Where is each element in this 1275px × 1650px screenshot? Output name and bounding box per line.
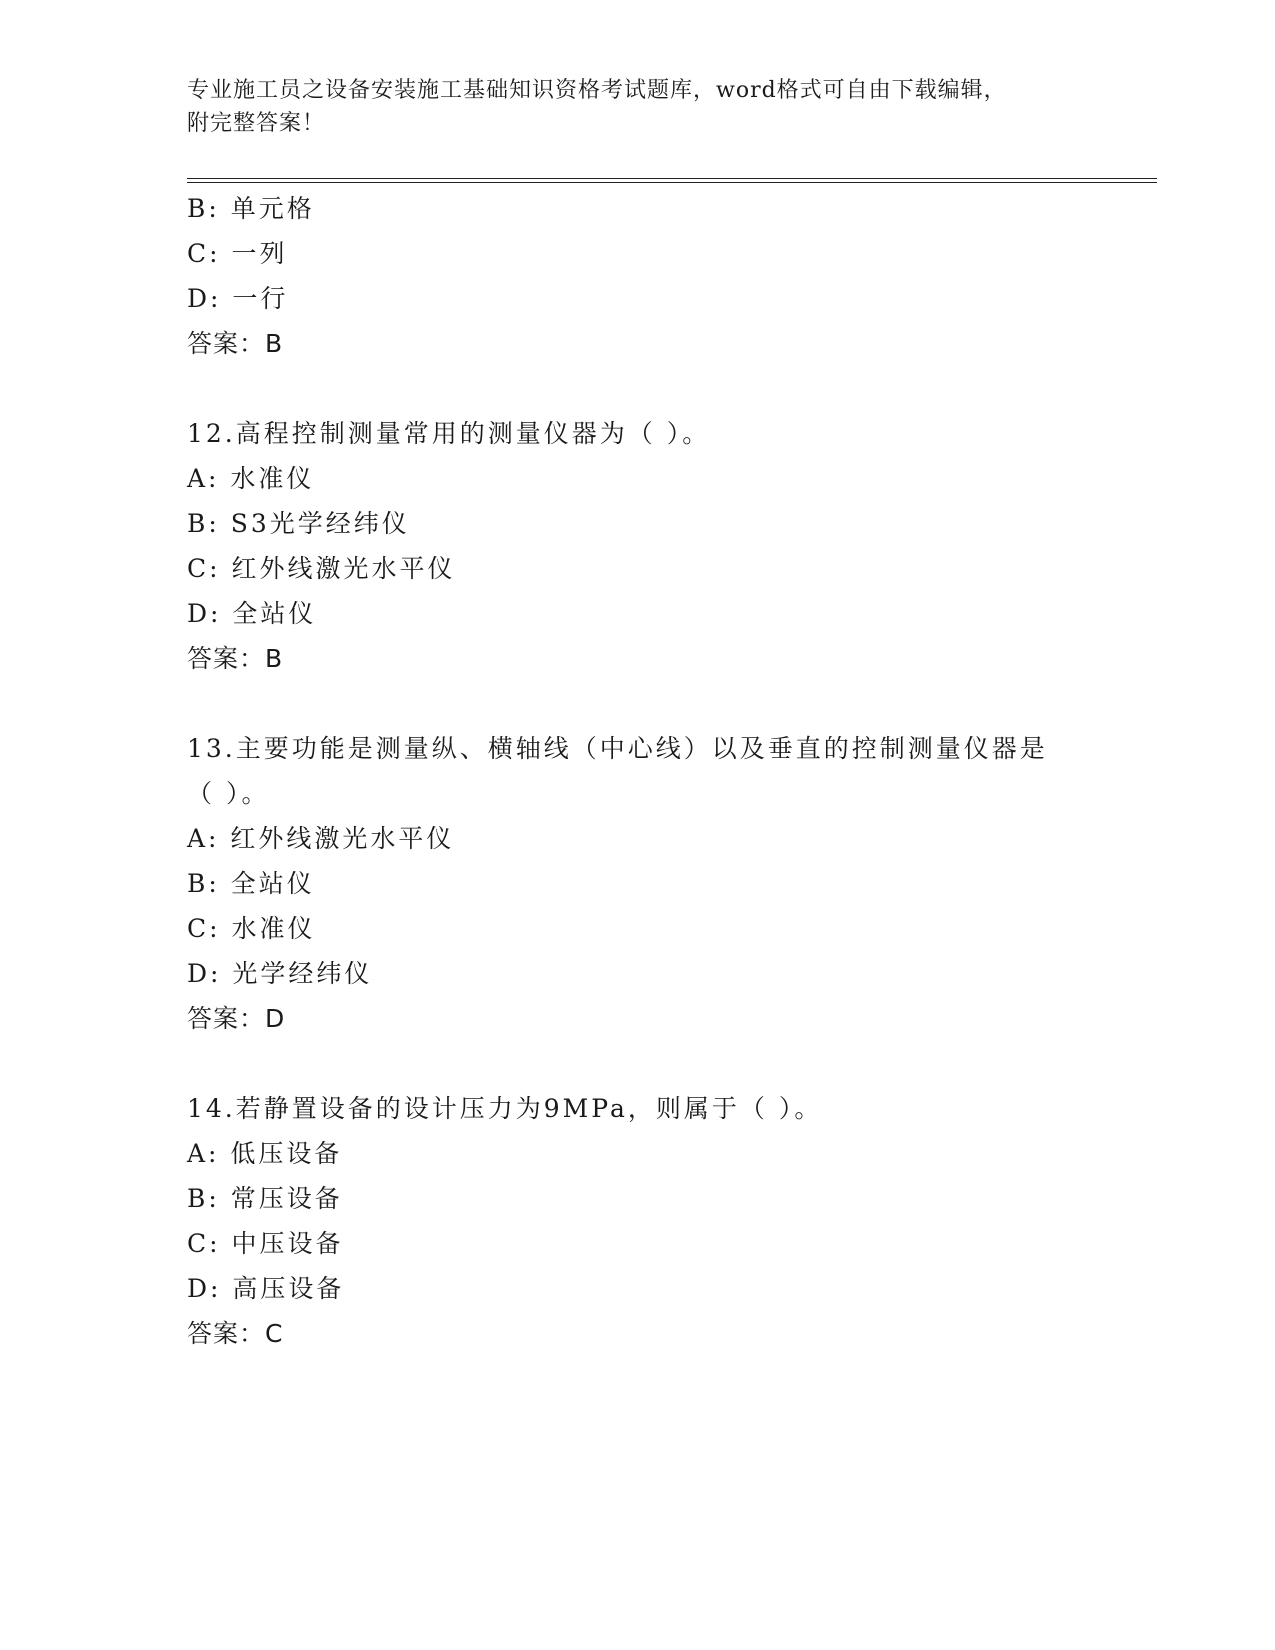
q13-option-b: B: 全站仪: [187, 869, 315, 898]
header-divider-top: [187, 178, 1157, 179]
q14-option-c: C: 中压设备: [187, 1229, 344, 1258]
q14-option-b: B: 常压设备: [187, 1184, 343, 1213]
q13-question-line-2: （ ）。: [187, 779, 270, 808]
header-line-2: 附完整答案！: [187, 111, 326, 136]
q13-answer: 答案：D: [187, 1004, 286, 1033]
document-header: [187, 74, 1087, 140]
q11-answer: 答案：B: [187, 329, 284, 358]
q13-option-d: D: 光学经纬仪: [187, 959, 373, 988]
q13-option-c: C: 水准仪: [187, 914, 316, 943]
q11-option-b: B: 单元格: [187, 194, 315, 223]
q13-question-line-1: 13.主要功能是测量纵、横轴线（中心线）以及垂直的控制测量仪器是: [187, 734, 1048, 763]
q12-question: 12.高程控制测量常用的测量仪器为（ ）。: [187, 419, 711, 448]
q11-option-d: D: 一行: [187, 284, 289, 313]
q14-option-d: D: 高压设备: [187, 1274, 345, 1303]
q12-option-a: A: 水准仪: [187, 464, 315, 493]
q14-question: 14.若静置设备的设计压力为9MPa，则属于（ ）。: [187, 1094, 823, 1123]
q14-option-a: A: 低压设备: [187, 1139, 343, 1168]
q12-option-b: B: S3光学经纬仪: [187, 509, 410, 538]
q12-option-d: D: 全站仪: [187, 599, 317, 628]
q11-option-c: C: 一列: [187, 239, 288, 268]
header-line-1: 专业施工员之设备安装施工基础知识资格考试题库，word格式可自由下载编辑，: [187, 78, 1007, 103]
q12-answer: 答案：B: [187, 644, 284, 673]
q14-answer: 答案：C: [187, 1319, 284, 1348]
q13-option-a: A: 红外线激光水平仪: [187, 824, 455, 853]
header-divider-bottom: [187, 182, 1157, 183]
q12-option-c: C: 红外线激光水平仪: [187, 554, 456, 583]
